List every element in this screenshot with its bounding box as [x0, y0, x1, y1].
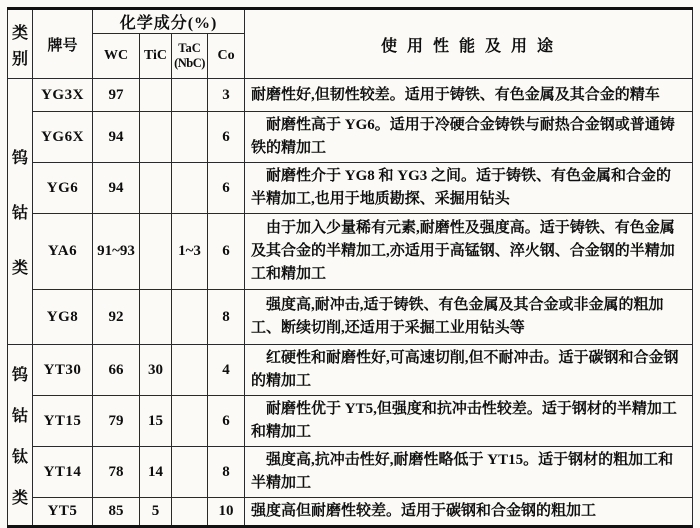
co-cell: 4	[208, 345, 245, 396]
tac-cell: 1~3	[172, 214, 208, 290]
desc-cell: 耐磨性优于 YT5,但强度和抗冲击性较差。适于钢材的半精加工和精加工	[245, 396, 693, 447]
tac-cell	[172, 498, 208, 527]
tic-cell: 14	[140, 447, 172, 498]
desc-cell: 强度高,耐冲击,适于铸铁、有色金属及其合金或非金属的粗加工、断续切削,还适用于采掘工业用钻头等	[245, 290, 693, 345]
header-category-char: 类	[11, 24, 28, 42]
tic-cell	[140, 163, 172, 214]
wc-cell: 94	[93, 163, 140, 214]
tac-cell	[172, 447, 208, 498]
table-row	[8, 345, 693, 396]
carbide-grades-table	[7, 7, 693, 528]
wc-cell: 91~93	[93, 214, 140, 290]
grade-cell: YT15	[33, 396, 93, 447]
grade-cell: YG3X	[33, 79, 93, 112]
desc-cell: 红硬性和耐磨性好,可高速切削,但不耐冲击。适于碳钢和合金钢的精加工	[245, 345, 693, 396]
tic-cell: 5	[140, 498, 172, 527]
tic-cell	[140, 79, 172, 112]
table-row	[8, 498, 693, 527]
tic-cell	[140, 290, 172, 345]
header-grade: 牌号	[33, 9, 93, 79]
grade-cell: YT14	[33, 447, 93, 498]
table-row	[8, 396, 693, 447]
co-cell: 6	[208, 214, 245, 290]
grade-cell: YG8	[33, 290, 93, 345]
desc-cell: 耐磨性介于 YG8 和 YG3 之间。适于铸铁、有色金属和合金的半精加工,也用于地质勘探、采掘用钻头	[245, 163, 693, 214]
header-co: Co	[208, 34, 245, 79]
table-row	[8, 214, 693, 290]
header-category	[8, 9, 33, 79]
wc-cell: 79	[93, 396, 140, 447]
header-wc: WC	[93, 34, 140, 79]
grade-cell: YG6X	[33, 112, 93, 163]
header-tic: TiC	[140, 34, 172, 79]
wc-cell: 94	[93, 112, 140, 163]
co-cell: 8	[208, 447, 245, 498]
table-row	[8, 290, 693, 345]
header-composition: 化学成分(%)	[93, 9, 245, 34]
grade-cell: YA6	[33, 214, 93, 290]
table-row	[8, 79, 693, 112]
co-cell: 10	[208, 498, 245, 527]
tac-cell	[172, 290, 208, 345]
co-cell: 8	[208, 290, 245, 345]
co-cell: 6	[208, 396, 245, 447]
grade-cell: YG6	[33, 163, 93, 214]
tic-cell: 15	[140, 396, 172, 447]
desc-cell: 强度高,抗冲击性好,耐磨性略低于 YT15。适于钢材的粗加工和半精加工	[245, 447, 693, 498]
header-usage: 使 用 性 能 及 用 途	[245, 9, 693, 79]
tac-cell	[172, 345, 208, 396]
desc-cell: 耐磨性高于 YG6。适用于冷硬合金铸铁与耐热合金钢或普通铸铁的精加工	[245, 112, 693, 163]
wc-cell: 97	[93, 79, 140, 112]
desc-cell: 由于加入少量稀有元素,耐磨性及强度高。适于铸铁、有色金属及其合金的半精加工,亦适用于高锰钢、淬火钢、合金钢的半精加工和精加工	[245, 214, 693, 290]
grade-cell: YT5	[33, 498, 93, 527]
co-cell: 3	[208, 79, 245, 112]
category-wg-label: 钨 钴 类	[8, 79, 33, 345]
header-tac-nbc: TaC (NbC)	[172, 34, 208, 79]
co-cell: 6	[208, 163, 245, 214]
tic-cell	[140, 214, 172, 290]
table-row	[8, 112, 693, 163]
wc-cell: 66	[93, 345, 140, 396]
wc-cell: 85	[93, 498, 140, 527]
co-cell: 6	[208, 112, 245, 163]
tic-cell: 30	[140, 345, 172, 396]
wc-cell: 78	[93, 447, 140, 498]
category-wgt-label: 钨 钴 钛 类	[8, 345, 33, 527]
tac-cell	[172, 396, 208, 447]
desc-cell: 强度高但耐磨性较差。适用于碳钢和合金钢的粗加工	[245, 498, 693, 527]
table-row	[8, 447, 693, 498]
table-row	[8, 163, 693, 214]
tic-cell	[140, 112, 172, 163]
header-category-char: 别	[11, 50, 28, 68]
grade-cell: YT30	[33, 345, 93, 396]
tac-cell	[172, 163, 208, 214]
desc-cell: 耐磨性好,但韧性较差。适用于铸铁、有色金属及其合金的精车	[245, 79, 693, 112]
wc-cell: 92	[93, 290, 140, 345]
tac-cell	[172, 79, 208, 112]
tac-cell	[172, 112, 208, 163]
